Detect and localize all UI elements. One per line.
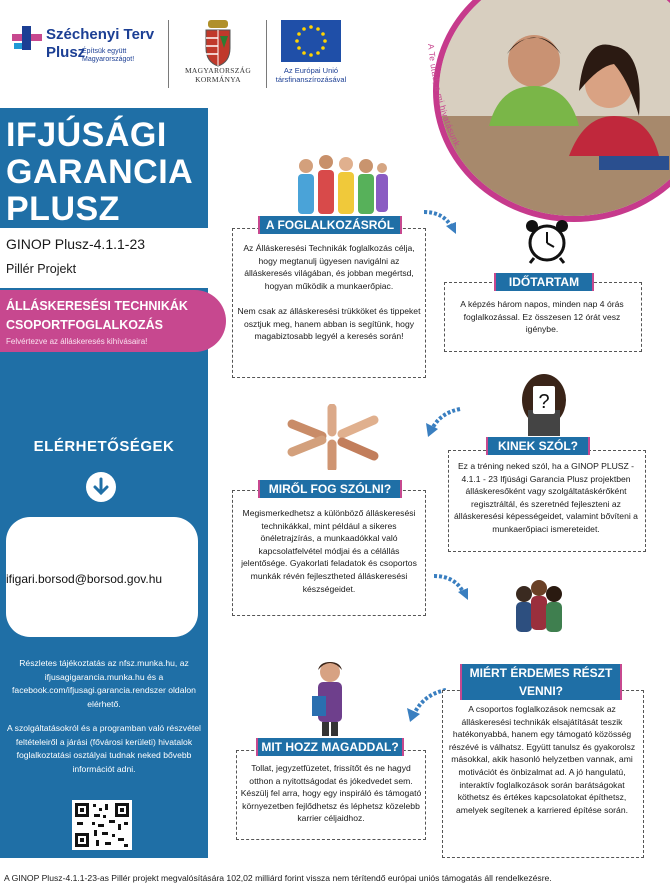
about-text-2: Nem csak az álláskeresési trükköket és tippeket osztjuk meg, hanem abban is segítünk, hogy magabiztosabb legyél a keresés során! [237,306,421,342]
arrow-icon-1 [420,206,464,236]
page-title [6,117,206,228]
slogan-arc [418,34,508,224]
whom-heading: KINEK SZÓL? [486,437,590,455]
info-offices: A szolgáltatásokról és a programban való részvétel feltételeiről a járási (fővárosi kerületi) hivatalok foglalkoztatási osztályai tudnak neked bővebb információt adni. [7,723,201,774]
arrow-icon-3 [430,570,476,604]
qr-code-icon[interactable] [72,800,132,850]
about-text-1: Az Álláskeresési Technikák foglalkozás célja, hogy megtanulj ügyesen navigálni az álláskeresés világában, és jobban megértsd, hogyan működik a munkaerőpiac. [243,243,415,291]
szechenyi-title: Széchenyi Terv [46,26,155,43]
svg-text:?: ? [538,391,550,413]
bring-text: Tollat, jegyzetfüzetet, frissítőt és ne hagyd otthon a nyitottságodat és jókedvedet sem. Készülj fel arra, hogy egy inspiráló és támogató környezetben fejlődhetsz és léphetsz közelebb karrier céljaidhoz. [240,763,422,824]
slogan-text: A Te utad, a mi hivatásunk. [426,43,464,151]
about-heading: A FOGLALKOZÁSRÓL [258,216,402,234]
course-tagline: Felvértezve az álláskeresés kihívásaira! [6,337,148,346]
government-text: MAGYARORSZÁG KORMÁNYA [184,66,252,84]
arrow-icon-2 [420,405,464,439]
hands-circle-icon [284,404,380,470]
szechenyi-sub: Plusz [46,44,86,61]
coat-of-arms-icon [198,18,238,68]
contact-email[interactable]: ifigari.borsod@borsod.gov.hu [6,572,163,586]
bring-heading: MIT HOZZ MAGADDAL? [256,738,404,756]
szechenyi-logo-icon [12,26,44,52]
svg-text:A Te utad, a mi hivatásunk. [426,43,463,150]
szechenyi-tagline: Építsük együtt Magyarországot! [82,48,135,63]
project-name: Pillér Projekt [6,262,77,276]
course-title-line-1: ÁLLÁSKERESÉSI TECHNIKÁK [6,299,188,313]
why-text: A csoportos foglalkozások nemcsak az álláskeresési technikák elsajátítását teszik hatékonyabbá, hanem egy támogató közösség részévé is válhatsz. Együtt tanulsz és gyakorolsz másokkal, akik hasonló helyzetben vannak, ami motivációt és önbizalmat ad. A jó hangulatú, interaktív foglalkozások során barátságokat köthetsz és értékes kapcsolatokat építhetsz, amelyek segítenek a karriered építése során. [448,704,636,815]
title-line-2: GARANCIA [6,153,194,191]
alarm-clock-icon [522,218,572,264]
question-person-icon [514,370,574,436]
header-divider [168,20,169,88]
people-from-above-icon [508,576,570,646]
topics-heading: MIRŐL FOG SZÓLNI? [258,480,402,498]
whom-text: Ez a tréning neked szól, ha a GINOP PLUSZ - 4.1.1 - 23 Ifjúsági Garancia Plusz projektben álláskeresőként vagy szolgáltatáskérőként regisztráltál, és szeretnéd fejleszteni az álláskeresési képességeidet, valamint bővíteni a munkaerőpiaci ismereteidet. [454,461,638,534]
topics-text: Megismerkedhetsz a különböző álláskeresési technikákkal, mint például a sikeres önéletrajzírás, a munkaadókkal való kapcsolatfelvétel módjai és a célállás jelentősége. Gyakorlati feladatok és csoportos munkák révén fejlesztheted álláskeresési készségeidet. [241,508,417,594]
student-with-books-icon [300,656,360,736]
down-arrow-icon [86,472,116,502]
group-photo-icon [292,152,388,218]
eu-flag-icon [281,20,341,62]
duration-text: A képzés három napos, minden nap 4 órás foglalkozással. Ez összesen 12 órát vesz igénybe. [460,299,624,335]
info-websites: Részletes tájékoztatás az nfsz.munka.hu, az ifjusagigarancia.munka.hu és a facebook.com/ifjusagi.garancia.rendszer oldalon elérhető. [12,658,196,709]
title-line-1: IFJÚSÁGI [6,116,167,154]
why-heading: MIÉRT ÉRDEMES RÉSZT VENNI? [460,664,622,700]
contacts-heading: ELÉRHETŐSÉGEK [33,438,175,455]
program-code: GINOP Plusz-4.1.1-23 [6,236,146,252]
duration-heading: IDŐTARTAM [494,273,594,291]
footer-funding-text: A GINOP Plusz-4.1.1-23-as Pillér projekt megvalósítására 102,02 milliárd forint vissza nem térítendő európai uniós támogatás áll rendelkezésre. [4,873,552,883]
title-line-3: PLUSZ [6,190,120,228]
course-title-line-2: CSOPORTFOGLALKOZÁS [6,318,163,332]
eu-cofinancing-text: Az Európai Unió társfinanszírozásával [275,66,347,84]
